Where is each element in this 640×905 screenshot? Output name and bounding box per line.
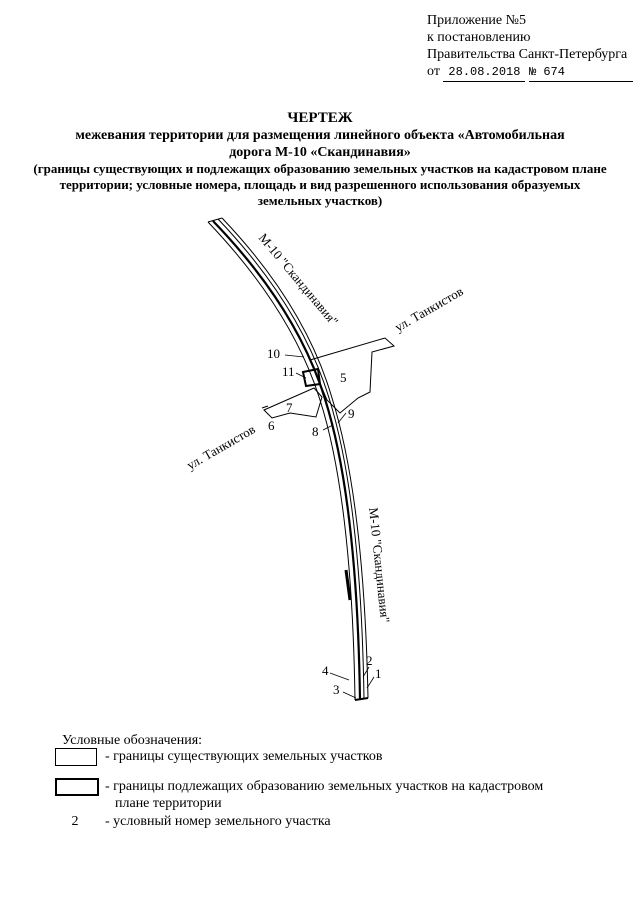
appendix-number-sign: №	[528, 65, 537, 79]
legend-heading: Условные обозначения:	[62, 733, 203, 748]
leader-lines	[285, 355, 374, 698]
legend-number	[55, 813, 331, 830]
legend-new-swatch	[55, 778, 99, 796]
legend-existing	[55, 748, 383, 766]
leader-3	[343, 692, 356, 698]
parcel-number-10: 10	[267, 346, 280, 361]
leader-9	[338, 413, 346, 423]
parcel-number-7: 7	[286, 400, 293, 415]
document-title: ЧЕРТЕЖ	[287, 110, 353, 126]
road-centerline	[218, 219, 364, 699]
road-label-bottom: М-10 "Скандинавия"	[366, 506, 394, 624]
leader-4	[330, 673, 349, 680]
road-label-top: М-10 "Скандинавия"	[255, 230, 342, 329]
subtitle-line-2: дорога М-10 «Скандинавия»	[229, 145, 411, 160]
parcel-5-boundary	[310, 338, 394, 413]
parcel-7-boundary	[264, 388, 322, 418]
legend-new-text	[105, 778, 605, 812]
appendix-from: от	[427, 64, 440, 79]
subtitle-line-1: межевания территории для размещения линейного объекта «Автомобильная	[75, 128, 565, 143]
road-boundary-new	[213, 221, 360, 700]
road-end-bottom	[355, 698, 368, 700]
parcel-number-4: 4	[322, 663, 329, 678]
parcel-number-11: 11	[282, 364, 295, 379]
street-label-right: ул. Танкистов	[392, 283, 466, 335]
parcel-5	[310, 338, 394, 413]
appendix-line-1: Приложение №5	[427, 13, 526, 28]
parcel-number-9: 9	[348, 406, 355, 421]
parcel-number-6: 6	[268, 418, 275, 433]
note-line-1: (границы существующих и подлежащих образованию земельных участков на кадастровом плане	[33, 161, 607, 176]
legend-existing-text: - границы существующих земельных участков	[105, 749, 383, 764]
legend-number-text: - условный номер земельного участка	[105, 814, 331, 829]
appendix-line-3: Правительства Санкт-Петербурга	[427, 47, 628, 62]
legend-new	[55, 778, 544, 811]
appendix-number: 674	[543, 65, 565, 79]
road-edge-inner	[222, 218, 368, 698]
parcel-number-3: 3	[333, 682, 340, 697]
street-label-left: ул. Танкистов	[184, 421, 258, 473]
leader-10	[285, 355, 304, 357]
road-edge-outer	[208, 222, 355, 700]
note-line-2: территории; условные номера, площадь и вид разрешенного использования образуемых	[59, 177, 581, 192]
legend-existing-swatch	[55, 748, 97, 766]
appendix-date: 28.08.2018	[443, 64, 525, 82]
legend-new-line-1: - границы подлежащих образованию земельных участков на кадастровом	[105, 779, 544, 794]
appendix-line-2: к постановлению	[427, 30, 531, 45]
note-line-3: земельных участков)	[257, 193, 383, 208]
parcel-number-2: 2	[366, 653, 373, 668]
parcel-number-8: 8	[312, 424, 319, 439]
parcel-number-1: 1	[375, 666, 382, 681]
legend-new-line-2: плане территории	[115, 796, 222, 811]
parcel-number-5: 5	[340, 370, 347, 385]
legend-number-sample: 2	[71, 814, 79, 829]
road-corridor	[208, 218, 368, 700]
parcel-7-tick	[262, 406, 268, 408]
